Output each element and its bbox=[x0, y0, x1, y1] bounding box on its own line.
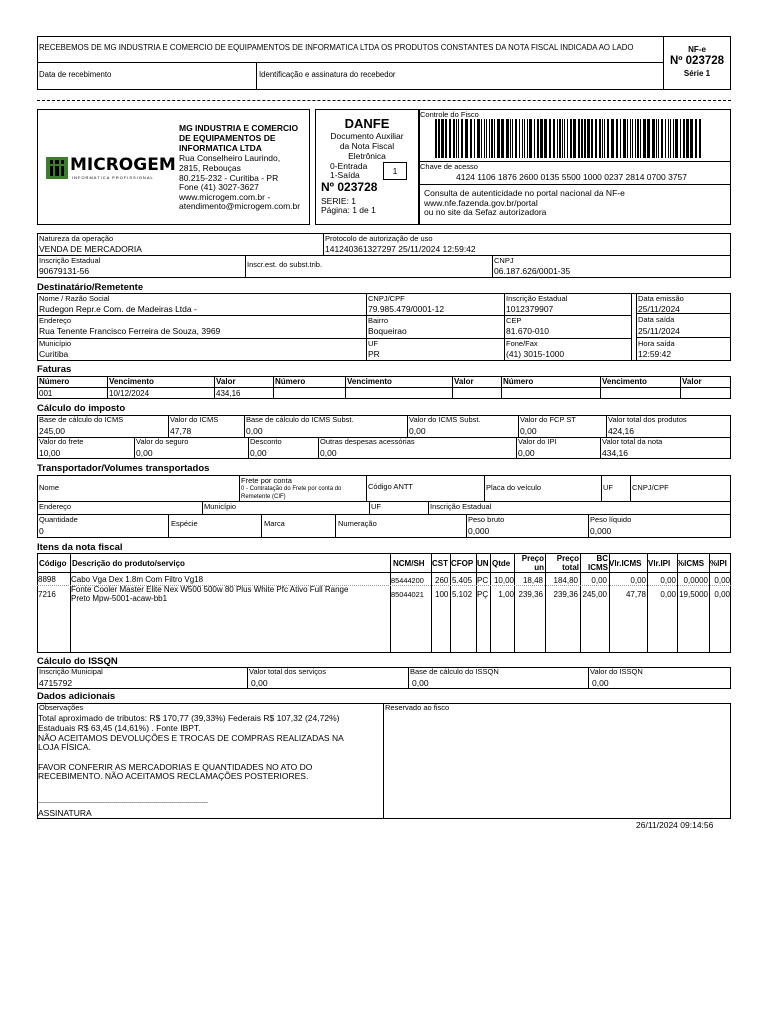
barcode-bar bbox=[656, 119, 657, 158]
cut-line bbox=[37, 100, 731, 101]
emitente-phone: Fone (41) 3027-3627 bbox=[179, 182, 259, 192]
emitente-addr3: 80.215-232 - Curitiba - PR bbox=[179, 173, 279, 183]
row1-vipi: 0,00 bbox=[660, 576, 676, 585]
barcode-bar bbox=[559, 119, 561, 158]
v-nota-label: Valor total da nota bbox=[602, 437, 663, 446]
barcode-bar bbox=[599, 119, 601, 158]
barcode-bar bbox=[519, 119, 520, 158]
issqn-base-label: Base de cálculo do ISSQN bbox=[410, 667, 499, 676]
barcode-bar bbox=[564, 119, 565, 158]
fat-valor-label-3: Valor bbox=[682, 377, 702, 386]
barcode-bar bbox=[562, 119, 563, 158]
obs-label: Observações bbox=[39, 703, 84, 712]
data-recebimento-label: Data de recebimento bbox=[39, 70, 112, 79]
barcode-bar bbox=[602, 119, 603, 158]
v-nota: 434,16 bbox=[602, 448, 628, 458]
row2-picms: 19,5000 bbox=[679, 590, 708, 599]
dest-cep: 81.670-010 bbox=[506, 326, 550, 336]
col-cst: CST bbox=[432, 559, 448, 568]
row1-preco-un: 18,48 bbox=[522, 576, 543, 585]
row2-vicms: 47,78 bbox=[625, 590, 646, 599]
barcode-bar bbox=[661, 119, 663, 158]
col-picms: %ICMS bbox=[677, 559, 705, 568]
col-qtde: Qtde bbox=[492, 559, 511, 568]
barcode-bar bbox=[695, 119, 697, 158]
emitente-name3: INFORMATICA LTDA bbox=[179, 143, 262, 153]
row1-pipi: 0,00 bbox=[714, 576, 730, 585]
issqn-valor-label: Valor do ISSQN bbox=[590, 667, 643, 676]
transp-bruto-label: Peso bruto bbox=[468, 515, 505, 524]
frete: 10,00 bbox=[39, 448, 61, 458]
dest-bairro: Boqueirao bbox=[368, 326, 407, 336]
fcp: 0,00 bbox=[520, 426, 537, 436]
barcode-bar bbox=[512, 119, 513, 158]
dest-nome-label: Nome / Razão Social bbox=[39, 294, 110, 303]
v-st-label: Valor do ICMS Subst. bbox=[409, 415, 481, 424]
canhoto-numero: Nº 023728 bbox=[669, 55, 725, 67]
transp-nome-label: Nome bbox=[39, 483, 60, 492]
barcode-bar bbox=[658, 119, 659, 158]
barcode-bar bbox=[668, 119, 669, 158]
bc-st-label: Base de cálculo do ICMS Subst. bbox=[246, 415, 354, 424]
transp-frete-val1: 0 - Contratação do Frete por conta do bbox=[241, 486, 342, 492]
dest-ie: 1012379907 bbox=[506, 304, 554, 314]
col-preco-un-1: Preço bbox=[521, 554, 544, 563]
dest-hora-label: Hora saída bbox=[638, 339, 675, 348]
barcode-bar bbox=[630, 119, 631, 158]
row2-un: PÇ bbox=[477, 590, 489, 599]
dest-saida-label: Data saída bbox=[638, 315, 675, 324]
frete-label: Valor do frete bbox=[39, 437, 84, 446]
transp-frete-val2: Remetente (CIF) bbox=[241, 494, 286, 500]
v-icms-label: Valor do ICMS bbox=[170, 415, 219, 424]
row2-descricao-2: Preto Mpw-5001-acaw-bb1 bbox=[71, 594, 168, 603]
barcode-bar bbox=[584, 119, 586, 158]
row1-preco-tot: 184,80 bbox=[553, 576, 578, 585]
bc-icms: 245,00 bbox=[39, 426, 65, 436]
danfe-entrada: 0-Entrada bbox=[330, 161, 368, 171]
logo-text: MICROGEM bbox=[70, 155, 176, 175]
barcode-bar bbox=[591, 119, 593, 158]
barcode-bar bbox=[453, 119, 455, 158]
barcode-bar bbox=[484, 119, 485, 158]
row1-descricao: Cabo Vga Dex 1.8m Com Filtro Vg18 bbox=[71, 575, 204, 584]
transp-antt-label: Código ANTT bbox=[368, 482, 414, 491]
col-vicms: Vlr.ICMS bbox=[609, 559, 642, 568]
barcode-bar bbox=[595, 119, 597, 158]
logo-sub: INFORMATICA PROFISSIONAL bbox=[72, 175, 154, 180]
barcode-bar bbox=[529, 119, 532, 158]
emitente-site: www.microgem.com.br - bbox=[179, 192, 271, 202]
barcode-bar bbox=[699, 119, 701, 158]
desconto: 0,00 bbox=[250, 448, 267, 458]
barcode-bar bbox=[522, 119, 523, 158]
row2-preco-un: 239,36 bbox=[518, 590, 543, 599]
fcp-label: Valor do FCP ST bbox=[520, 415, 576, 424]
natureza-value: VENDA DE MERCADORIA bbox=[39, 244, 142, 254]
v-icms: 47,78 bbox=[170, 426, 192, 436]
danfe-sub1: Documento Auxiliar bbox=[330, 131, 404, 141]
danfe-title: DANFE bbox=[344, 116, 390, 131]
transp-liquido: 0,000 bbox=[590, 526, 612, 536]
transp-marca-label: Marca bbox=[264, 519, 285, 528]
barcode-bar bbox=[573, 119, 576, 158]
row1-bc: 0,00 bbox=[591, 576, 607, 585]
dest-uf-label: UF bbox=[368, 339, 378, 348]
barcode-bar bbox=[570, 119, 572, 158]
barcode-bar bbox=[445, 119, 447, 158]
barcode-bar bbox=[652, 119, 655, 158]
print-timestamp: 26/11/2024 09:14:56 bbox=[636, 820, 714, 830]
row1-cst: 260 bbox=[435, 576, 449, 585]
row2-pipi: 0,00 bbox=[714, 590, 730, 599]
row2-cfop: 5.102 bbox=[452, 590, 473, 599]
protocolo-value: 141240361327297 25/11/2024 12:59:42 bbox=[325, 244, 476, 254]
consulta-3: ou no site da Sefaz autorizadora bbox=[424, 207, 547, 217]
fat-valor-label-1: Valor bbox=[216, 377, 236, 386]
barcode-bar bbox=[673, 119, 674, 158]
barcode-bar bbox=[461, 119, 463, 158]
emitente-email: atendimento@microgem.com.br bbox=[179, 201, 301, 211]
obs-line-2: Estaduais R$ 63,45 (14,61%) . Fonte IBPT. bbox=[38, 723, 201, 733]
fat-vencimento-label-3: Vencimento bbox=[602, 377, 647, 386]
barcode-bar bbox=[510, 119, 511, 158]
issqn-base: 0,00 bbox=[412, 678, 429, 688]
barcode-bar bbox=[637, 119, 639, 158]
col-descricao: Descrição do produto/serviço bbox=[72, 559, 185, 568]
controle-label: Controle do Fisco bbox=[420, 110, 479, 119]
obs-line-6: RECEBIMENTO. NÃO ACEITAMOS RECLAMAÇÕES POSTERIORES. bbox=[38, 771, 309, 781]
danfe-pagina: Página: 1 de 1 bbox=[321, 205, 376, 215]
barcode-bar bbox=[534, 119, 535, 158]
emitente-name2: DE EQUIPAMENTOS DE bbox=[179, 133, 276, 143]
barcode-bar bbox=[458, 119, 459, 158]
itens-table bbox=[37, 553, 731, 653]
v-prod-label: Valor total dos produtos bbox=[608, 415, 687, 424]
barcode-bar bbox=[680, 119, 681, 158]
col-ncm: NCM/SH bbox=[393, 559, 425, 568]
barcode-bar bbox=[611, 119, 614, 158]
barcode-bar bbox=[501, 119, 504, 158]
barcode-bar bbox=[553, 119, 555, 158]
emitente-name1: MG INDUSTRIA E COMERCIO bbox=[179, 123, 299, 133]
dest-endereco-label: Endereço bbox=[39, 316, 72, 325]
desconto-label: Desconto bbox=[250, 437, 282, 446]
dest-cnpj-label: CNPJ/CPF bbox=[368, 294, 405, 303]
barcode-bar bbox=[481, 119, 482, 158]
barcode-bar bbox=[578, 119, 580, 158]
transp-frete-label: Frete por conta bbox=[241, 476, 292, 485]
fat-vencimento-label-2: Vencimento bbox=[347, 377, 392, 386]
barcode-bar bbox=[683, 119, 685, 158]
transp-numeracao-label: Numeração bbox=[338, 519, 377, 528]
dest-fone-label: Fone/Fax bbox=[506, 339, 538, 348]
barcode-bar bbox=[540, 119, 543, 158]
barcode-bar bbox=[686, 119, 689, 158]
row1-ncm: 85444200 bbox=[391, 576, 424, 585]
barcode-bar bbox=[449, 119, 451, 158]
row2-descricao-1: Fonte Cooler Master Elite Nex W500 500w 80 Plus White Pfc Ativo Full Range bbox=[71, 585, 349, 594]
v-prod: 424,16 bbox=[608, 426, 634, 436]
row1-cfop: 5.405 bbox=[452, 576, 473, 585]
danfe-saida: 1-Saída bbox=[330, 170, 360, 180]
transp-ie-label: Inscrição Estadual bbox=[430, 502, 492, 511]
barcode-bar bbox=[506, 119, 509, 158]
signature-label: ASSINATURA bbox=[38, 808, 92, 818]
faturas-section: Faturas bbox=[37, 364, 72, 375]
dest-fone: (41) 3015-1000 bbox=[506, 349, 565, 359]
obs-line-4: LOJA FÍSICA. bbox=[38, 742, 91, 752]
fat-valor: 434,16 bbox=[216, 389, 241, 398]
fat-vencimento: 10/12/2024 bbox=[109, 389, 150, 398]
barcode-bar bbox=[456, 119, 457, 158]
emitente-addr2: 2815, Rebouças bbox=[179, 163, 241, 173]
adicionais-section: Dados adicionais bbox=[37, 691, 116, 702]
danfe-serie: SERIE: 1 bbox=[321, 196, 356, 206]
imposto-section: Cálculo do imposto bbox=[37, 403, 126, 414]
barcode-bar bbox=[587, 119, 590, 158]
destinatario-section: Destinatário/Remetente bbox=[37, 282, 144, 293]
issqn-section: Cálculo do ISSQN bbox=[37, 656, 118, 667]
fat-numero-label-3: Número bbox=[503, 377, 534, 386]
barcode-bar bbox=[544, 119, 547, 158]
col-cfop: CFOP bbox=[451, 559, 474, 568]
ipi-label: Valor do IPI bbox=[518, 437, 557, 446]
seguro-label: Valor do seguro bbox=[136, 437, 189, 446]
barcode-bar bbox=[567, 119, 568, 158]
barcode-bar bbox=[494, 119, 495, 158]
row1-qtde: 10,00 bbox=[493, 576, 514, 585]
reservado-label: Reservado ao fisco bbox=[385, 703, 450, 712]
dest-hora: 12:59:42 bbox=[638, 349, 672, 359]
chave-acesso: 4124 1106 1876 2600 0135 5500 1000 0237 2814 0700 3757 bbox=[456, 172, 687, 182]
itens-section: Itens da nota fiscal bbox=[37, 542, 123, 553]
barcode-bar bbox=[497, 119, 500, 158]
obs-line-5: FAVOR CONFERIR AS MERCADORIAS E QUANTIDADES NO ATO DO bbox=[38, 762, 313, 772]
ie-label: Inscrição Estadual bbox=[39, 256, 101, 265]
danfe-sub2: da Nota Fiscal bbox=[339, 141, 395, 151]
row1-codigo: 8898 bbox=[38, 575, 56, 584]
dest-municipio-label: Município bbox=[39, 339, 72, 348]
row2-cst: 100 bbox=[435, 590, 449, 599]
col-bc-2: ICMS bbox=[588, 563, 608, 572]
col-preco-tot-2: total bbox=[562, 563, 579, 572]
ie-value: 90679131-56 bbox=[39, 266, 90, 276]
issqn-im: 4715792 bbox=[39, 678, 73, 688]
barcode-bar bbox=[524, 119, 525, 158]
barcode-bar bbox=[557, 119, 558, 158]
transp-endereco-label: Endereço bbox=[39, 502, 72, 511]
dest-saida: 25/11/2024 bbox=[638, 326, 680, 336]
barcode-bar bbox=[627, 119, 628, 158]
identificacao-label: Identificação e assinatura do recebedor bbox=[259, 70, 396, 79]
barcode-bar bbox=[441, 119, 444, 158]
barcode-bar bbox=[623, 119, 626, 158]
dest-uf: PR bbox=[368, 349, 380, 359]
fat-numero-label-2: Número bbox=[275, 377, 306, 386]
fat-vencimento-label-1: Vencimento bbox=[109, 377, 154, 386]
fat-numero-label-1: Número bbox=[39, 377, 70, 386]
col-un: UN bbox=[477, 559, 489, 568]
protocolo-label: Protocolo de autorização de uso bbox=[325, 234, 433, 243]
barcode-bar bbox=[549, 119, 551, 158]
dest-emissao: 25/11/2024 bbox=[638, 304, 680, 314]
fat-valor-label-2: Valor bbox=[454, 377, 474, 386]
col-vipi: Vlr.IPI bbox=[648, 559, 671, 568]
barcode-bar bbox=[438, 119, 440, 158]
row2-preco-tot: 239,36 bbox=[553, 590, 578, 599]
col-pipi: %IPI bbox=[710, 559, 727, 568]
row2-codigo: 7216 bbox=[38, 590, 56, 599]
barcode-bar bbox=[665, 119, 666, 158]
danfe-numero: Nº 023728 bbox=[321, 180, 378, 194]
barcode-bar bbox=[620, 119, 621, 158]
barcode-bar bbox=[675, 119, 678, 158]
barcode bbox=[435, 119, 705, 163]
col-bc-1: BC bbox=[596, 554, 608, 563]
barcode-bar bbox=[647, 119, 650, 158]
row1-un: PC bbox=[477, 576, 489, 585]
row1-picms: 0,0000 bbox=[683, 576, 708, 585]
transp-uf2-label: UF bbox=[371, 502, 381, 511]
canhoto-text: RECEBEMOS DE MG INDUSTRIA E COMERCIO DE EQUIPAMENTOS DE INFORMATICA LTDA OS PRODUTOS CONSTANTES DA NOTA FISCAL INDICADA AO LADO bbox=[39, 43, 634, 52]
barcode-bar bbox=[537, 119, 539, 158]
cnpj-value: 06.187.626/0001-35 bbox=[494, 266, 571, 276]
barcode-bar bbox=[465, 119, 468, 158]
col-codigo: Código bbox=[39, 559, 67, 568]
transp-municipio-label: Município bbox=[204, 502, 237, 511]
transp-bruto: 0,000 bbox=[468, 526, 490, 536]
obs-line-3: NÃO ACEITAMOS DEVOLUÇÕES E TROCAS DE COMPRAS REALIZADAS NA bbox=[38, 733, 344, 743]
transp-uf-label: UF bbox=[603, 483, 613, 492]
barcode-bar bbox=[474, 119, 475, 158]
transp-liquido-label: Peso líquido bbox=[590, 515, 632, 524]
dest-cnpj: 79.985.479/0001-12 bbox=[368, 304, 445, 314]
transportador-section: Transportador/Volumes transportados bbox=[37, 463, 210, 474]
barcode-bar bbox=[581, 119, 583, 158]
barcode-bar bbox=[527, 119, 528, 158]
consulta-1: Consulta de autenticidade no portal nacional da NF-e bbox=[424, 188, 625, 198]
dest-emissao-label: Data emissão bbox=[638, 294, 684, 303]
transp-qtd: 0 bbox=[39, 526, 44, 536]
transp-placa-label: Placa do veículo bbox=[486, 483, 542, 492]
issqn-valor: 0,00 bbox=[592, 678, 609, 688]
barcode-bar bbox=[635, 119, 636, 158]
outras: 0,00 bbox=[320, 448, 337, 458]
nfe-label: NF-e bbox=[688, 45, 706, 54]
ipi: 0,00 bbox=[518, 448, 535, 458]
barcode-bar bbox=[515, 119, 517, 158]
row2-vipi: 0,00 bbox=[660, 590, 676, 599]
row2-qtde: 1,00 bbox=[498, 590, 514, 599]
barcode-bar bbox=[435, 119, 437, 158]
danfe-tipo: 1 bbox=[383, 162, 407, 180]
barcode-bar bbox=[690, 119, 693, 158]
col-preco-tot-1: Preço bbox=[556, 554, 579, 563]
dest-municipio: Curitiba bbox=[39, 349, 69, 359]
obs-line-1: Total aproximado de tributos: R$ 170,77 (39,33%) Federais R$ 107,32 (24,72%) bbox=[38, 713, 340, 723]
barcode-bar bbox=[632, 119, 633, 158]
ie-st-label: Inscr.est. do subst.trib. bbox=[247, 260, 323, 269]
issqn-servicos: 0,00 bbox=[251, 678, 268, 688]
cnpj-label: CNPJ bbox=[494, 256, 514, 265]
barcode-bar bbox=[670, 119, 671, 158]
dest-nome: Rudegon Repr.e Com. de Madeiras Ltda - bbox=[39, 304, 197, 314]
barcode-bar bbox=[607, 119, 609, 158]
row2-ncm: 85044021 bbox=[391, 590, 424, 599]
bc-st: 0,00 bbox=[246, 426, 263, 436]
canhoto-serie: Série 1 bbox=[683, 69, 711, 78]
barcode-bar bbox=[477, 119, 480, 158]
issqn-servicos-label: Valor total dos serviços bbox=[249, 667, 326, 676]
row1-vicms: 0,00 bbox=[630, 576, 646, 585]
seguro: 0,00 bbox=[136, 448, 153, 458]
dest-endereco: Rua Tenente Francisco Ferreira de Souza, 3969 bbox=[39, 326, 221, 336]
barcode-bar bbox=[604, 119, 605, 158]
barcode-bar bbox=[616, 119, 618, 158]
col-preco-un-2: un bbox=[534, 563, 544, 572]
natureza-label: Natureza da operação bbox=[39, 234, 114, 243]
dest-bairro-label: Bairro bbox=[368, 316, 389, 325]
issqn-im-label: Inscrição Municipal bbox=[39, 667, 103, 676]
row2-bc: 245,00 bbox=[582, 590, 607, 599]
barcode-bar bbox=[643, 119, 646, 158]
barcode-bar bbox=[470, 119, 472, 158]
danfe-sub3: Eletrônica bbox=[348, 151, 386, 161]
transp-cnpj-label: CNPJ/CPF bbox=[632, 483, 669, 492]
bc-icms-label: Base de cálculo do ICMS bbox=[39, 415, 124, 424]
barcode-bar bbox=[640, 119, 641, 158]
barcode-bar bbox=[486, 119, 487, 158]
dest-ie-label: Inscrição Estadual bbox=[506, 294, 568, 303]
fat-numero: 001 bbox=[39, 389, 53, 398]
signature-line: ------------------------------------------------------------------------------------- bbox=[38, 800, 208, 806]
consulta-2: www.nfe.fazenda.gov.br/portal bbox=[424, 198, 538, 208]
chave-label: Chave de acesso bbox=[420, 162, 478, 171]
transp-especie-label: Espécie bbox=[171, 519, 198, 528]
emitente-addr1: Rua Conselheiro Laurindo, bbox=[179, 153, 281, 163]
dest-cep-label: CEP bbox=[506, 316, 522, 325]
barcode-bar bbox=[489, 119, 490, 158]
v-st: 0,00 bbox=[409, 426, 426, 436]
outras-label: Outras despesas acessórias bbox=[320, 437, 415, 446]
barcode-bar bbox=[491, 119, 493, 158]
transp-qtd-label: Quantidade bbox=[39, 515, 78, 524]
